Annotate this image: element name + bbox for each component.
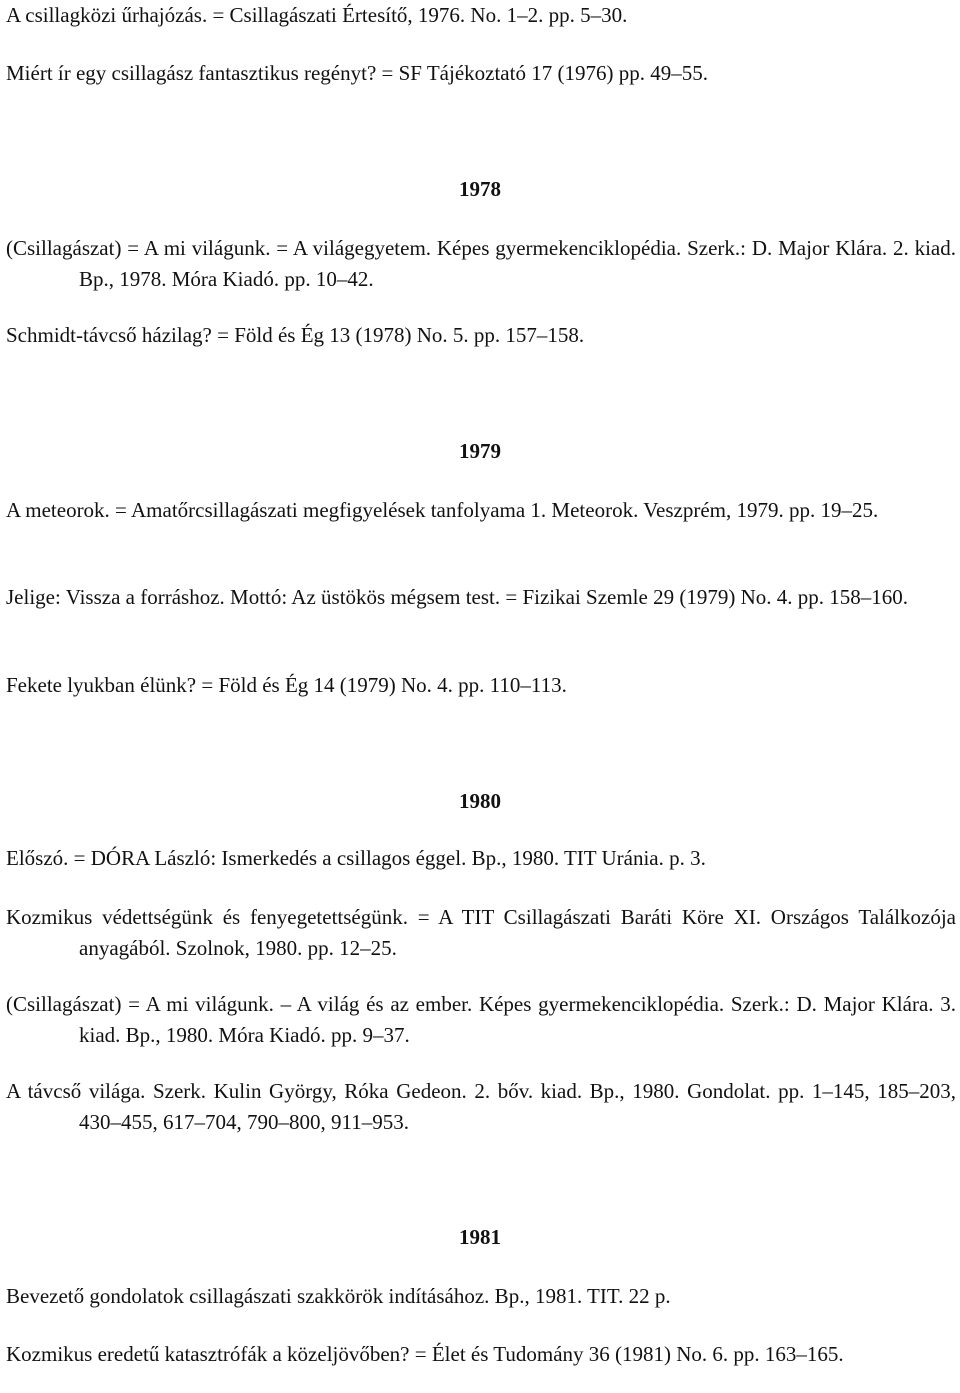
bibliography-entry: Bevezető gondolatok csillagászati szakkörök indításához. Bp., 1981. TIT. 22 p.: [6, 1284, 671, 1308]
bibliography-entry: Miért ír egy csillagász fantasztikus regényt? = SF Tájékoztató 17 (1976) pp. 49–55.: [6, 61, 708, 85]
bibliography-entry: Kozmikus védettségünk és fenyegetettségünk. = A TIT Csillagászati Baráti Köre XI. Országos Találkozója anyagából. Szolnok, 1980. pp. 12–25.: [6, 905, 956, 960]
year-heading-1980: 1980: [459, 789, 501, 813]
bibliography-entry: A csillagközi űrhajózás. = Csillagászati Értesítő, 1976. No. 1–2. pp. 5–30.: [6, 3, 628, 27]
bibliography-entry: (Csillagászat) = A mi világunk. = A világegyetem. Képes gyermekenciklopédia. Szerk.: D. Major Klára. 2. kiad. Bp., 1978. Móra Kiadó. pp. 10–42.: [6, 236, 956, 291]
bibliography-entry: Előszó. = DÓRA László: Ismerkedés a csillagos éggel. Bp., 1980. TIT Uránia. p. 3.: [6, 846, 706, 870]
year-heading-1979: 1979: [459, 439, 501, 463]
year-heading-1978: 1978: [459, 177, 501, 201]
bibliography-entry: Fekete lyukban élünk? = Föld és Ég 14 (1979) No. 4. pp. 110–113.: [6, 673, 567, 697]
bibliography-entry: A meteorok. = Amatőrcsillagászati megfigyelések tanfolyama 1. Meteorok. Veszprém, 1979. pp. 19–25.: [6, 498, 879, 522]
bibliography-entry: Kozmikus eredetű katasztrófák a közeljövőben? = Élet és Tudomány 36 (1981) No. 6. pp. 163–165.: [6, 1342, 844, 1366]
bibliography-entry: Schmidt-távcső házilag? = Föld és Ég 13 (1978) No. 5. pp. 157–158.: [6, 323, 585, 347]
year-heading-1981: 1981: [459, 1225, 501, 1249]
bibliography-entry: A távcső világa. Szerk. Kulin György, Róka Gedeon. 2. bőv. kiad. Bp., 1980. Gondolat. pp. 1–145, 185–203, 430–455, 617–704, 790–800, 911–953.: [6, 1079, 956, 1134]
bibliography-entry: Jelige: Vissza a forráshoz. Mottó: Az üstökös mégsem test. = Fizikai Szemle 29 (1979) No. 4. pp. 158–160.: [6, 585, 908, 609]
bibliography-entry: (Csillagászat) = A mi világunk. – A világ és az ember. Képes gyermekenciklopédia. Szerk.: D. Major Klára. 3. kiad. Bp., 1980. Móra Kiadó. pp. 9–37.: [6, 992, 956, 1047]
